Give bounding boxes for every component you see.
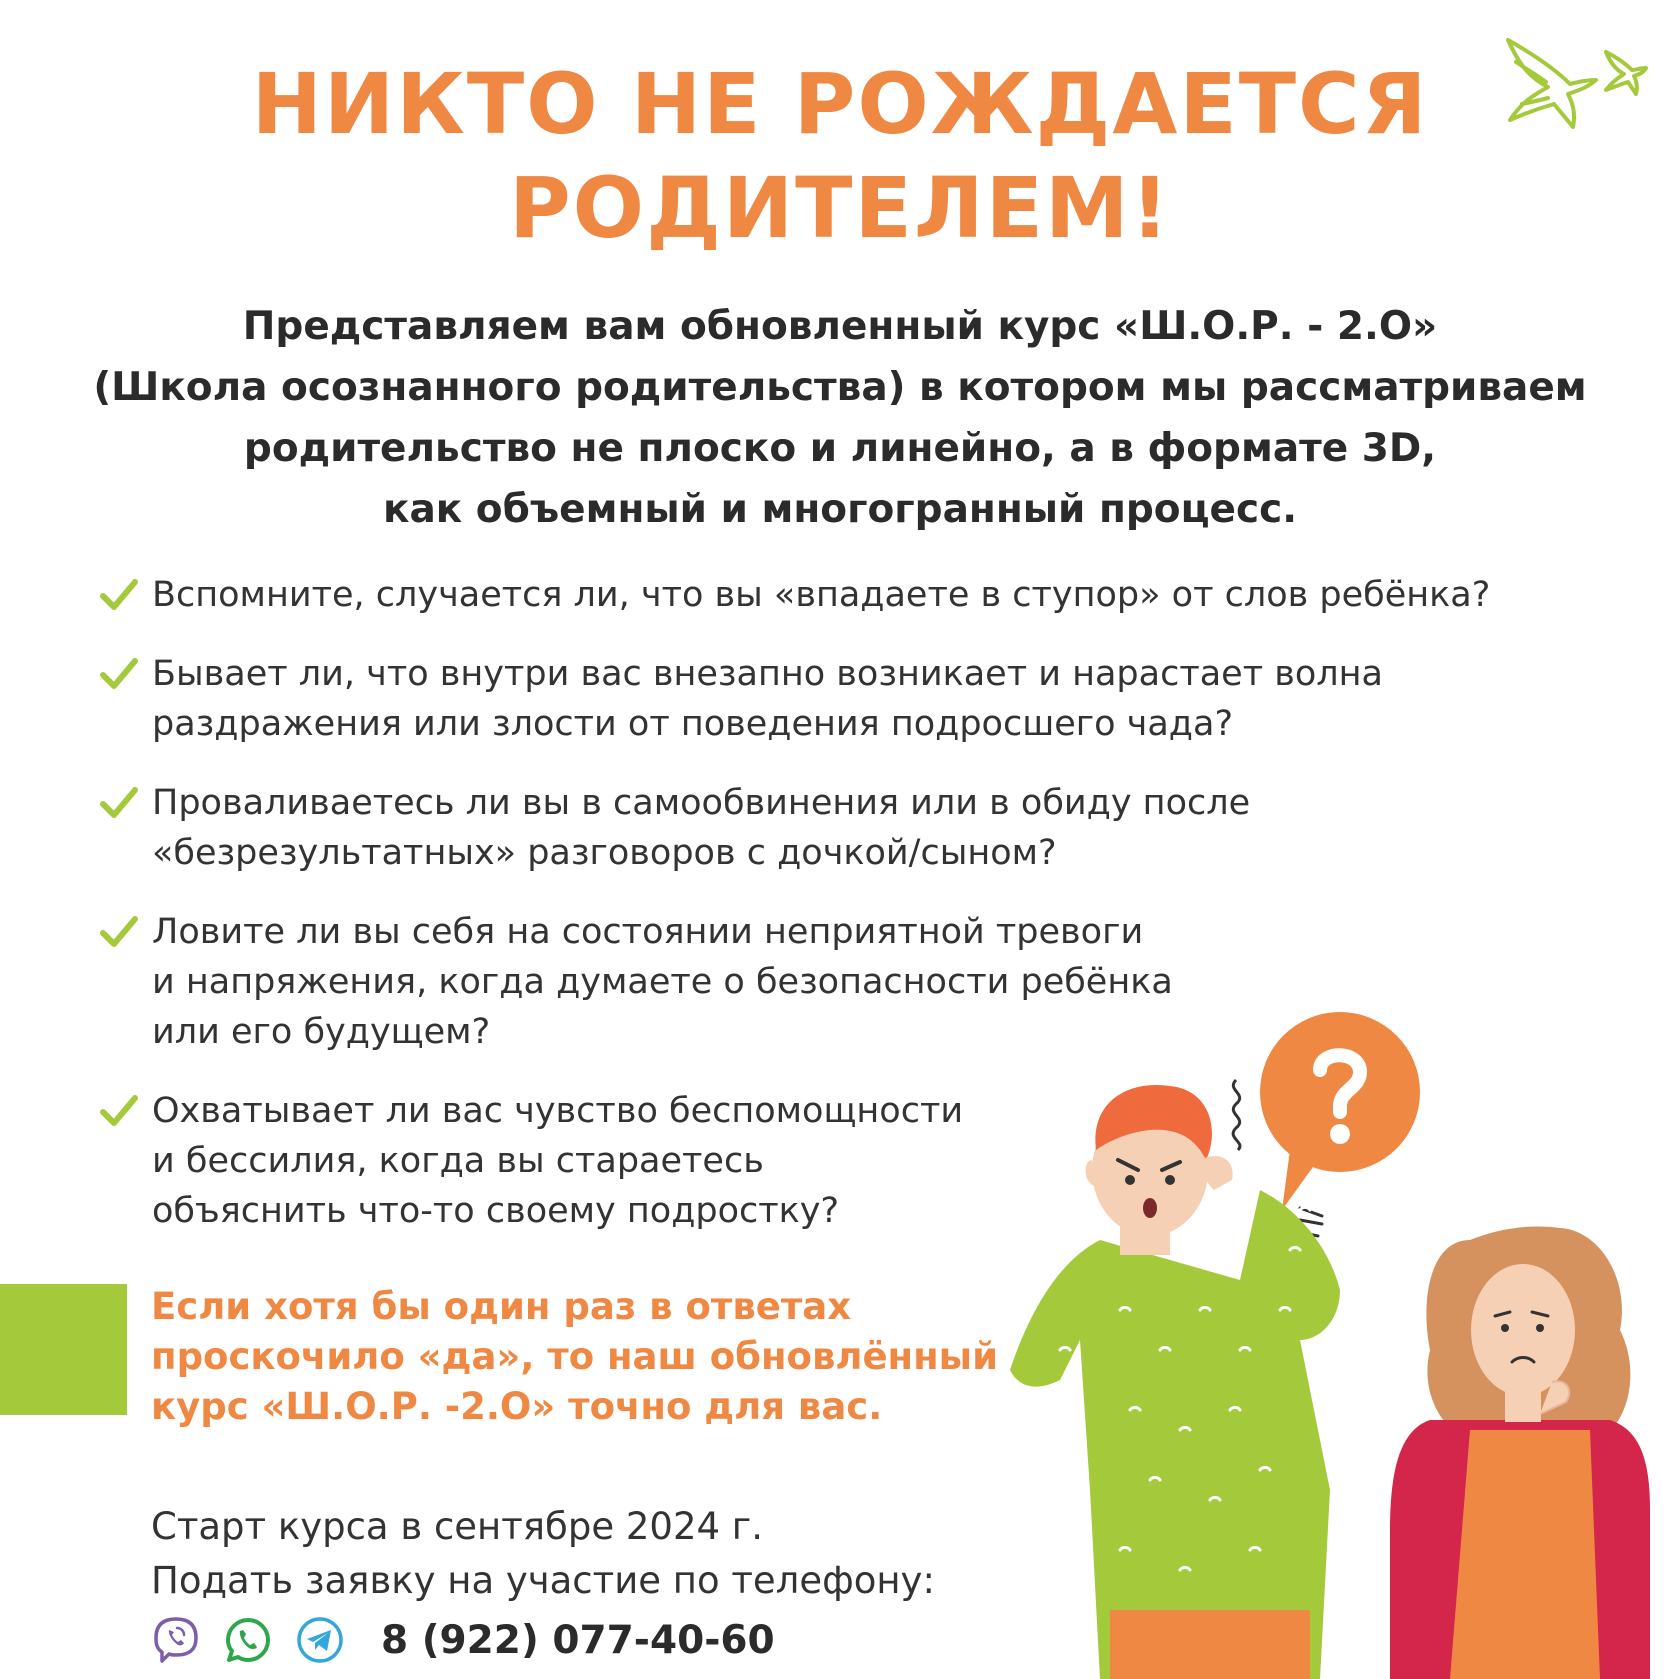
- cta-text: [151, 1282, 1051, 1432]
- apply-text: Подать заявку на участие по телефону:: [151, 1559, 935, 1602]
- intro-text: [40, 296, 1640, 540]
- whatsapp-icon[interactable]: [223, 1615, 273, 1665]
- check-icon: [100, 915, 138, 949]
- check-icon: [100, 657, 138, 691]
- question-line: Ловите ли вы себя на состоянии неприятной тревоги: [152, 912, 1144, 952]
- cta-line-1: Если хотя бы один раз в ответах: [151, 1285, 852, 1328]
- footer-text: [151, 1500, 935, 1608]
- check-icon: [100, 786, 138, 820]
- phone-number[interactable]: 8 (922) 077-40-60: [381, 1617, 775, 1663]
- question-line: Проваливаетесь ли вы в самообвинения или в обиду после: [152, 783, 1251, 823]
- course-start: Старт курса в сентябре 2024 г.: [151, 1505, 763, 1548]
- contact-row: [151, 1612, 775, 1668]
- viber-icon[interactable]: [151, 1615, 201, 1665]
- cta-line-2: проскочило «да», то наш обновлённый: [151, 1335, 999, 1378]
- question-item: [100, 649, 1600, 749]
- question-item: [100, 570, 1600, 620]
- question-line: Вспомните, случается ли, что вы «впадаете в ступор» от слов ребёнка?: [152, 575, 1491, 615]
- intro-line-2: (Школа осознанного родительства) в котором мы рассматриваем: [93, 365, 1587, 410]
- question-bubble-icon: [1260, 1012, 1420, 1210]
- check-icon: [100, 1094, 138, 1128]
- intro-line-1: Представляем вам обновленный курс «Ш.О.Р. - 2.О»: [242, 304, 1438, 349]
- question-line: и бессилия, когда вы стараетесь: [152, 1141, 764, 1181]
- title-line-1: НИКТО НЕ РОЖДАЕТСЯ: [251, 55, 1429, 153]
- telegram-icon[interactable]: [295, 1615, 345, 1665]
- title-line-2: РОДИТЕЛЕМ!: [509, 159, 1171, 257]
- intro-line-4: как объемный и многогранный процесс.: [382, 487, 1298, 532]
- question-line: «безрезультатных» разговоров с дочкой/сыном?: [152, 833, 1057, 873]
- check-icon: [100, 578, 138, 612]
- question-line: и напряжения, когда думаете о безопасности ребёнка: [152, 962, 1173, 1002]
- page-title: [0, 52, 1680, 260]
- thinking-people-illustration: [1000, 1010, 1680, 1679]
- question-line: или его будущем?: [152, 1012, 491, 1052]
- accent-bar: [0, 1284, 127, 1415]
- question-item: [100, 778, 1600, 878]
- question-line: Бывает ли, что внутри вас внезапно возникает и нарастает волна: [152, 654, 1383, 694]
- question-line: объяснить что-то своему подростку?: [152, 1191, 840, 1231]
- cta-line-3: курс «Ш.О.Р. -2.О» точно для вас.: [151, 1385, 883, 1428]
- question-line: Охватывает ли вас чувство беспомощности: [152, 1091, 964, 1131]
- intro-line-3: родительство не плоско и линейно, а в формате 3D,: [243, 426, 1437, 471]
- question-line: раздражения или злости от поведения подросшего чада?: [152, 704, 1234, 744]
